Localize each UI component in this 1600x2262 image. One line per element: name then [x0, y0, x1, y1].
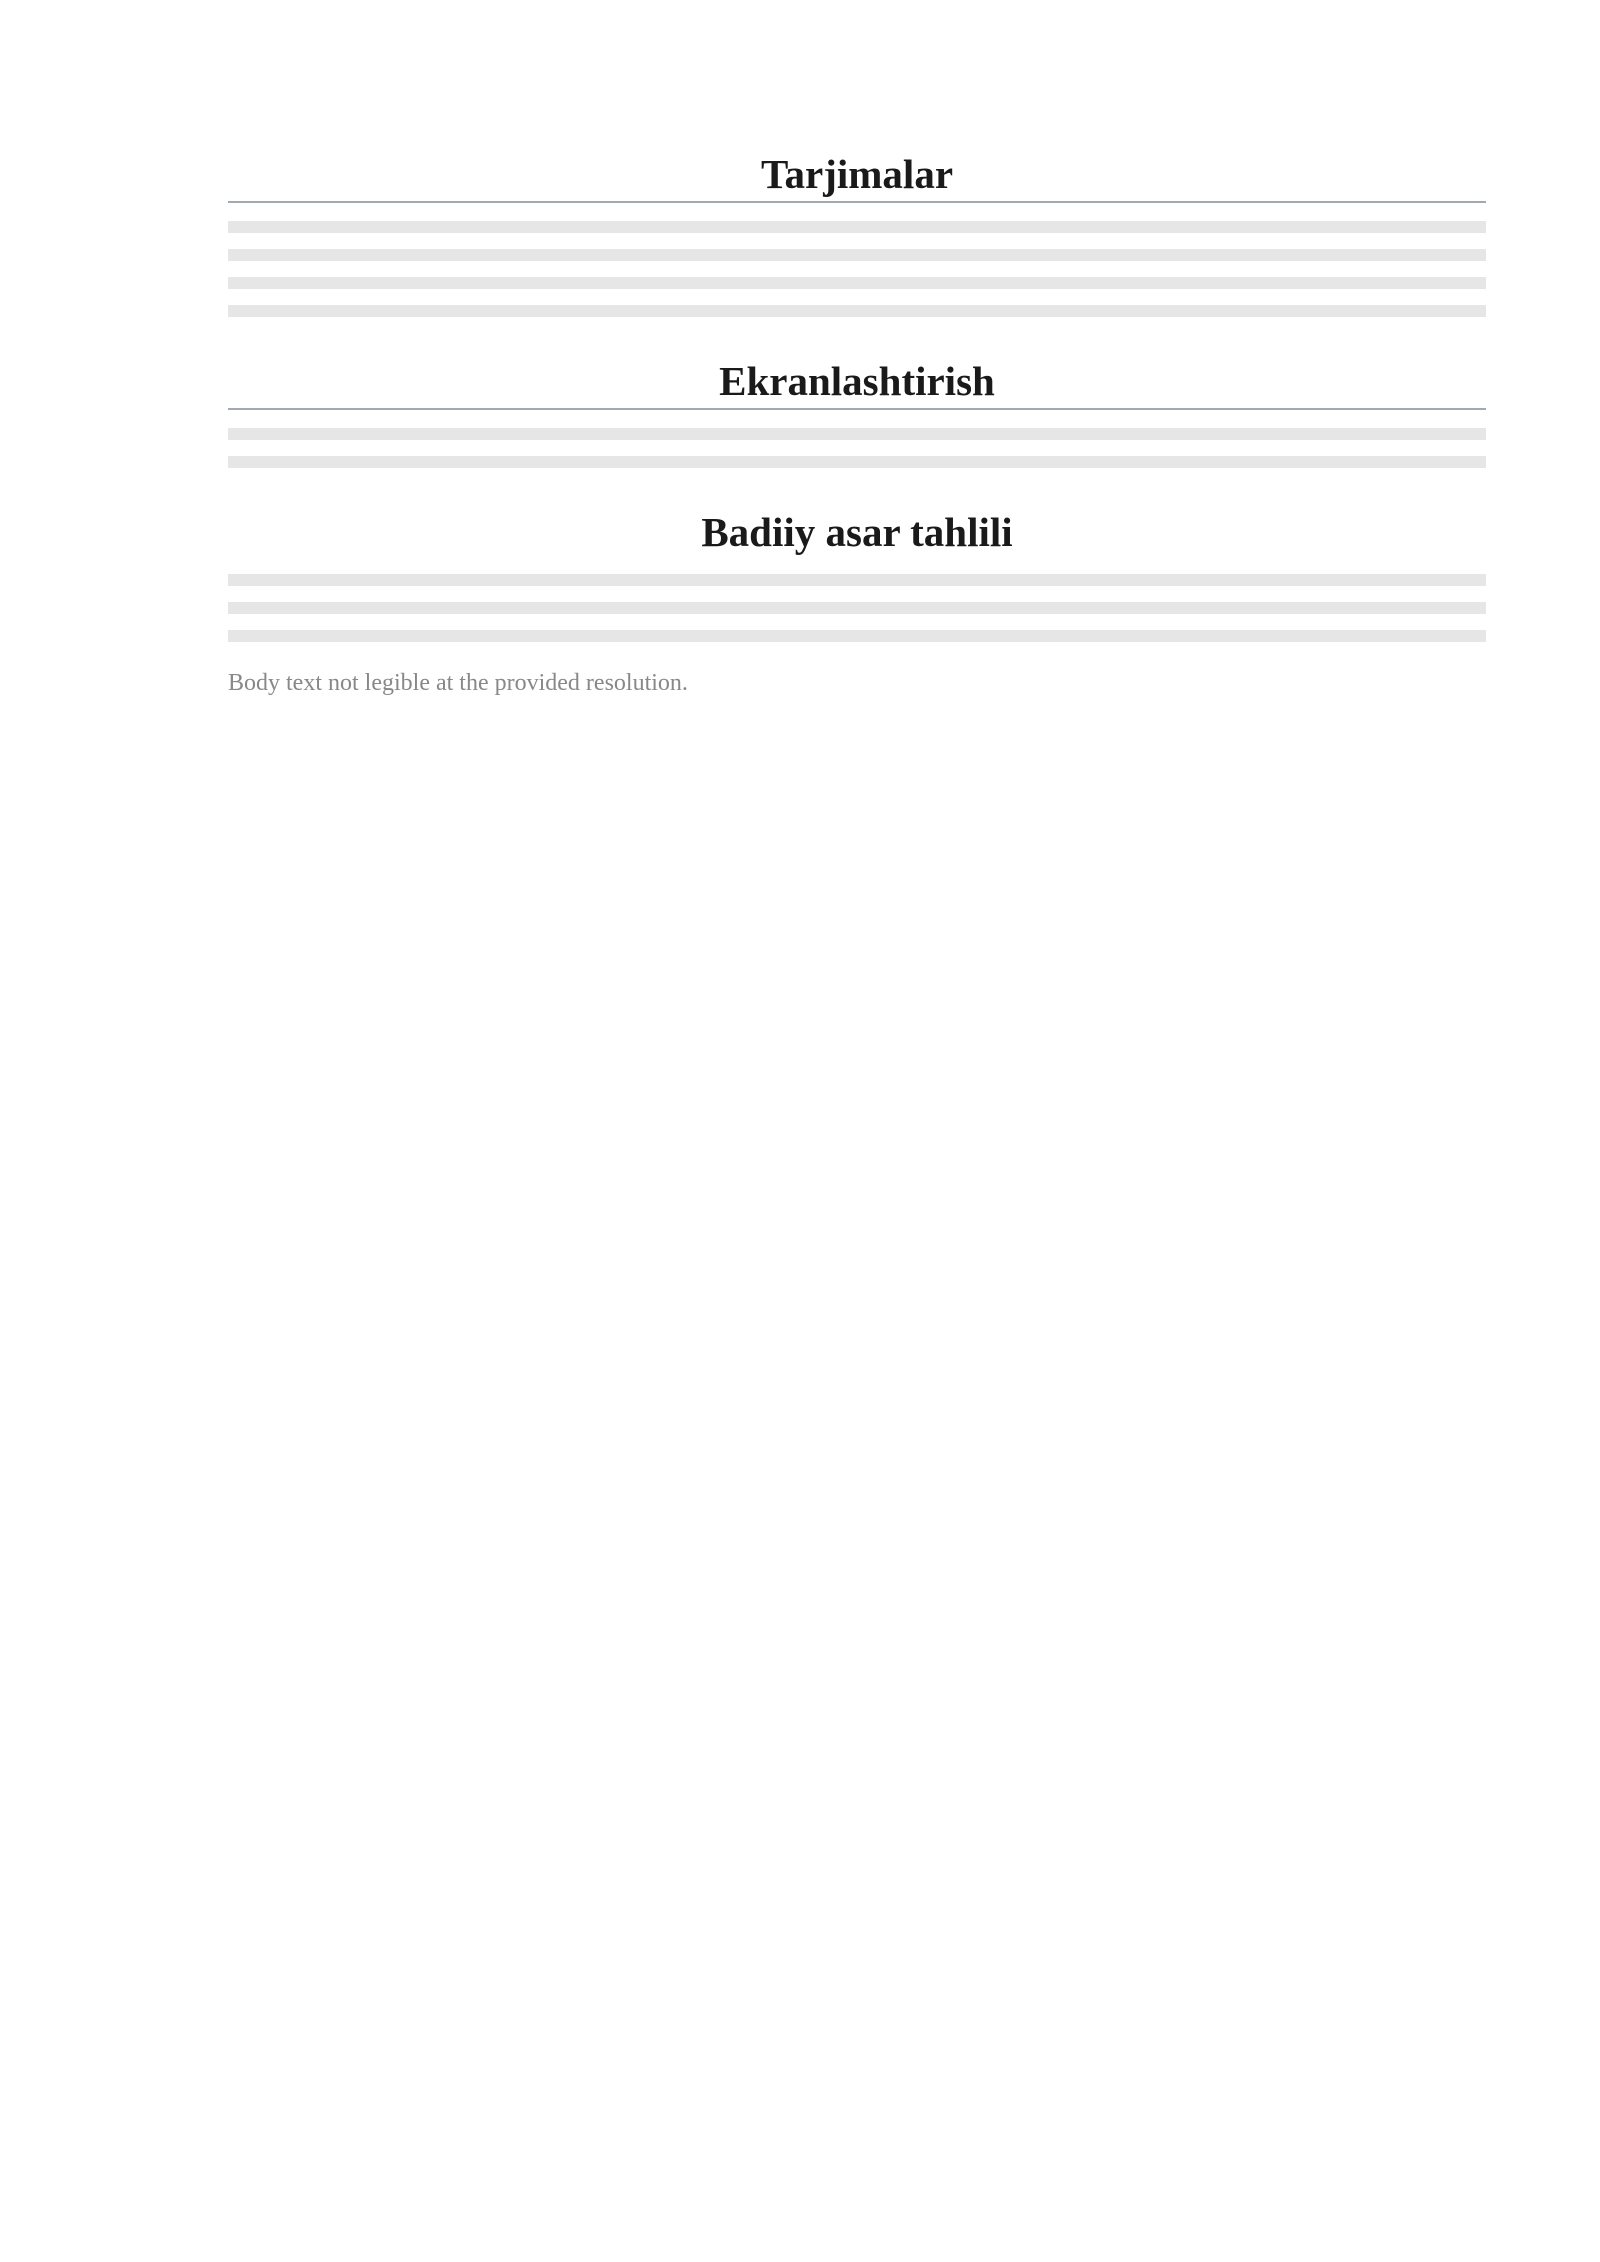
text-placeholder [228, 277, 1486, 289]
text-placeholder [228, 574, 1486, 586]
text-placeholder [228, 305, 1486, 317]
document-page [228, 150, 1486, 697]
section-heading-screen-adaptation: Ekranlashtirish [719, 358, 995, 405]
section-heading-analysis: Badiiy asar tahlili [701, 509, 1013, 556]
section-heading-translations: Tarjimalar [760, 151, 954, 197]
text-placeholder [228, 630, 1486, 642]
text-placeholder [228, 249, 1486, 261]
text-placeholder [228, 456, 1486, 468]
text-placeholder [228, 602, 1486, 614]
section-divider [228, 201, 1486, 203]
legibility-note: Body text not legible at the provided resolution. [228, 669, 688, 696]
text-placeholder [228, 428, 1486, 440]
text-placeholder [228, 221, 1486, 233]
section-divider [228, 408, 1486, 410]
